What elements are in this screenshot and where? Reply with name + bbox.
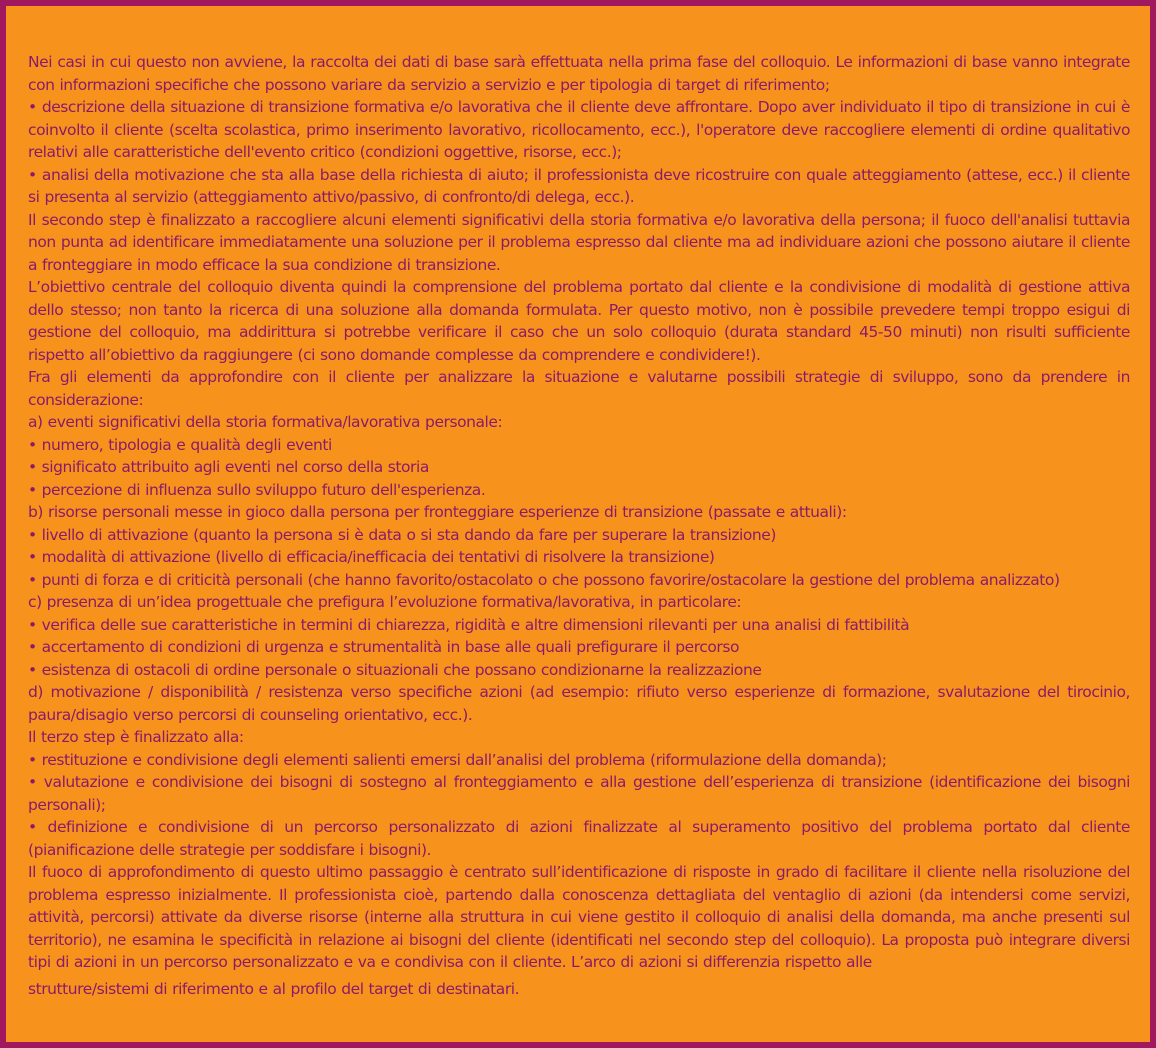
list-item: • livello di attivazione (quanto la persona si è data o si sta dando da fare per superare la transizione) bbox=[28, 525, 776, 544]
list-item: • modalità di attivazione (livello di efficacia/inefficacia dei tentativi di risolvere la transizione) bbox=[28, 548, 715, 566]
paragraph-terzo-step: Il terzo step è finalizzato alla: bbox=[28, 728, 244, 746]
paragraph-closing: strutture/sistemi di riferimento e al profilo del target di destinatari. bbox=[28, 979, 520, 998]
paragraph-intro: Nei casi in cui questo non avviene, la raccolta dei dati di base sarà effettuata nella prima fase del colloquio. Le informazioni di base vanno integrate con informazioni specifiche che possono variare da servizio a servizio e per tipologia di target di riferimento; bbox=[28, 53, 1130, 94]
list-heading-c: c) presenza di un’idea progettuale che prefigura l’evoluzione formativa/lavorativa, in particolare: bbox=[28, 593, 742, 611]
paragraph-secondo-step: Il secondo step è finalizzato a raccogliere alcuni elementi significativi della storia formativa e/o lavorativa della persona; il fuoco dell'analisi tuttavia non punta ad identificare immediatamente una soluzione per il problema espresso dal cliente ma ad individuare azioni che possono aiutare il cliente a fronteggiare in modo efficace la sua condizione di transizione. bbox=[28, 210, 1130, 274]
list-item: • valutazione e condivisione dei bisogni di sostegno al fronteggiamento e alla gestione dell’esperienza di transizione (identificazione dei bisogni personali); bbox=[28, 773, 1130, 814]
list-item: • verifica delle sue caratteristiche in termini di chiarezza, rigidità e altre dimensioni rilevanti per una analisi di fattibilità bbox=[28, 615, 910, 634]
list-heading-d: d) motivazione / disponibilità / resistenza verso specifiche azioni (ad esempio: rifiuto verso esperienze di formazione, svalutazione del tirocinio, paura/disagio verso percorsi di counseling orientativo, ecc.). bbox=[28, 683, 1130, 724]
list-item: • restituzione e condivisione degli elementi salienti emersi dall’analisi del problema (riformulazione della domanda); bbox=[28, 750, 887, 769]
list-heading-b: b) risorse personali messe in gioco dalla persona per fronteggiare esperienze di transizione (passate e attuali): bbox=[28, 503, 847, 521]
list-item: • definizione e condivisione di un percorso personalizzato di azioni finalizzate al superamento positivo del problema portato dal cliente (pianificazione delle strategie per soddisfare i bisogni). bbox=[28, 818, 1130, 859]
paragraph-fuoco: Il fuoco di approfondimento di questo ultimo passaggio è centrato sull’identificazione di risposte in grado di facilitare il cliente nella risoluzione del problema espresso inizialmente. Il professionista cioè, partendo dalla conoscenza dettagliata del ventaglio di azioni (da intendersi come servizi, attività, percorsi) attivate da diverse risorse (interne alla struttura in cui viene gestito il colloquio di analisi della domanda, ma anche presenti sul territorio), ne esamina le specificità in relazione ai bisogni del cliente (identificati nel secondo step del colloquio). La proposta può integrare diversi tipi di azioni in un percorso personalizzato e va e condivisa con il cliente. L’arco di azioni si differenzia rispetto alle bbox=[28, 863, 1130, 971]
bullet-descrizione: • descrizione della situazione di transizione formativa e/o lavorativa che il cliente deve affrontare. Dopo aver individuato il tipo di transizione in cui è coinvolto il cliente (scelta scolastica, primo inserimento lavorativo, ricollocamento, ecc.), l'operatore deve raccogliere elementi di ordine qualitativo relativi alle caratteristiche dell'evento critico (condizioni oggettive, risorse, ecc.); bbox=[28, 98, 1130, 161]
list-item: • punti di forza e di criticità personali (che hanno favorito/ostacolato o che possono favorire/ostacolare la gestione del problema analizzato) bbox=[28, 570, 1060, 589]
list-item: • accertamento di condizioni di urgenza e strumentalità in base alle quali prefigurare il percorso bbox=[28, 638, 739, 656]
list-item: • numero, tipologia e qualità degli eventi bbox=[28, 435, 332, 454]
document-body bbox=[28, 51, 1130, 1000]
list-heading-a: a) eventi significativi della storia formativa/lavorativa personale: bbox=[28, 413, 503, 431]
list-item: • esistenza di ostacoli di ordine personale o situazionali che possano condizionarne la realizzazione bbox=[28, 660, 762, 679]
list-item: • percezione di influenza sullo sviluppo futuro dell'esperienza. bbox=[28, 480, 486, 499]
paragraph-obiettivo: L’obiettivo centrale del colloquio diventa quindi la comprensione del problema portato dal cliente e la condivisione di modalità di gestione attiva dello stesso; non tanto la ricerca di una soluzione alla domanda formulata. Per questo motivo, non è possibile prevedere tempi troppo esigui di gestione del colloquio, ma addirittura si potrebbe verificare il caso che un solo colloquio (durata standard 45-50 minuti) non risulti sufficiente rispetto all’obiettivo da raggiungere (ci sono domande complesse da comprendere e condividere!). bbox=[28, 278, 1130, 364]
bullet-analisi: • analisi della motivazione che sta alla base della richiesta di aiuto; il professionista deve ricostruire con quale atteggiamento (attese, ecc.) il cliente si presenta al servizio (atteggiamento attivo/passivo, di confronto/di delega, ecc.). bbox=[28, 165, 1130, 206]
page-frame bbox=[6, 6, 1150, 1042]
list-item: • significato attribuito agli eventi nel corso della storia bbox=[28, 458, 429, 476]
paragraph-elementi: Fra gli elementi da approfondire con il cliente per analizzare la situazione e valutarne possibili strategie di sviluppo, sono da prendere in considerazione: bbox=[28, 368, 1130, 409]
